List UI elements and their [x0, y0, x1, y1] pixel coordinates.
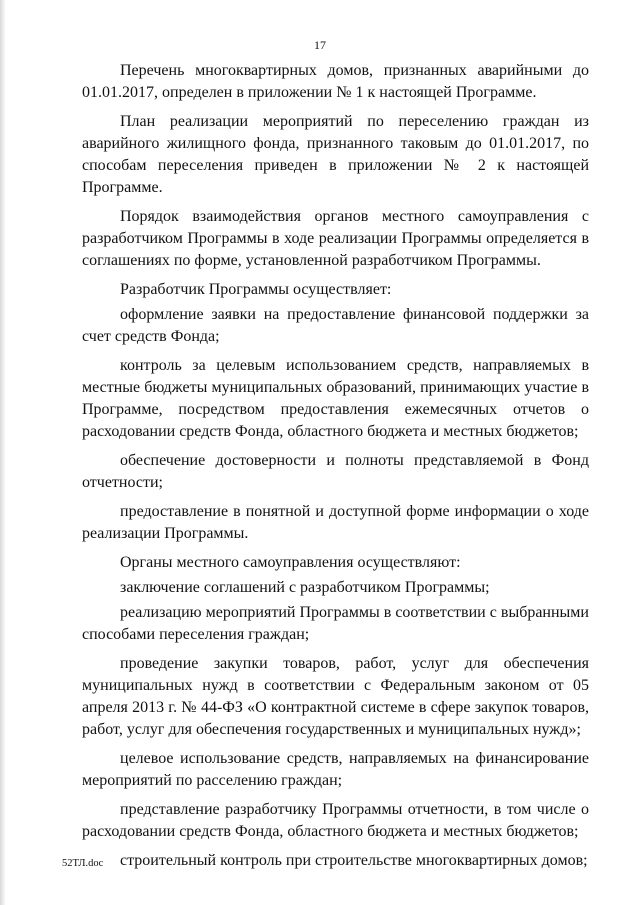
paragraph: Перечень многоквартирных домов, признанных аварийными до 01.01.2017, определен в приложении № 1 к настоящей Программе. [82, 62, 589, 101]
footer-filename: 52ТЛ.doc [62, 858, 104, 869]
paragraph: предоставление в понятной и доступной форме информации о ходе реализации Программы. [82, 503, 589, 542]
paragraph: заключение соглашений с разработчиком Программы; [120, 579, 490, 596]
paragraph: Порядок взаимодействия органов местного самоуправления с разработчиком Программы в ходе реализации Программы определяется в соглашениях по форме, установленной разработчиком Программы. [82, 208, 589, 269]
paragraph: План реализации мероприятий по переселению граждан из аварийного жилищного фонда, признанного таковым до 01.01.2017, по способам переселения приведен в приложении № 2 к настоящей Программе. [82, 113, 589, 196]
paragraph: целевое использование средств, направляемых на финансирование мероприятий по расселению граждан; [82, 750, 589, 789]
page-number: 17 [314, 38, 326, 52]
paragraph: Органы местного самоуправления осуществляют: [120, 554, 461, 571]
paragraph: обеспечение достоверности и полноты представляемой в Фонд отчетности; [82, 452, 589, 491]
paragraph: контроль за целевым использованием средств, направляемых в местные бюджеты муниципальных образований, принимающих участие в Программе, посредством предоставления ежемесячных отчетов о расходовании средств Фонда, областного бюджета и местных бюджетов; [82, 357, 589, 440]
document-body [82, 60, 589, 879]
paragraph: представление разработчику Программы отчетности, в том числе о расходовании средств Фонда, областного бюджета и местных бюджетов; [82, 801, 589, 840]
paragraph: строительный контроль при строительстве многоквартирных домов; [120, 852, 588, 869]
paragraph: проведение закупки товаров, работ, услуг для обеспечения муниципальных нужд в соответствии с Федеральным законом от 05 апреля 2013 г. № 44-ФЗ «О контрактной системе в сфере закупок товаров, работ, услуг для обеспечения государственных и муниципальных нужд»; [82, 655, 589, 738]
paragraph: оформление заявки на предоставление финансовой поддержки за счет средств Фонда; [82, 306, 589, 345]
paragraph: Разработчик Программы осуществляет: [120, 281, 392, 298]
scan-edge-shadow [0, 0, 6, 905]
paragraph: реализацию мероприятий Программы в соответствии с выбранными способами переселения граждан; [82, 604, 589, 643]
